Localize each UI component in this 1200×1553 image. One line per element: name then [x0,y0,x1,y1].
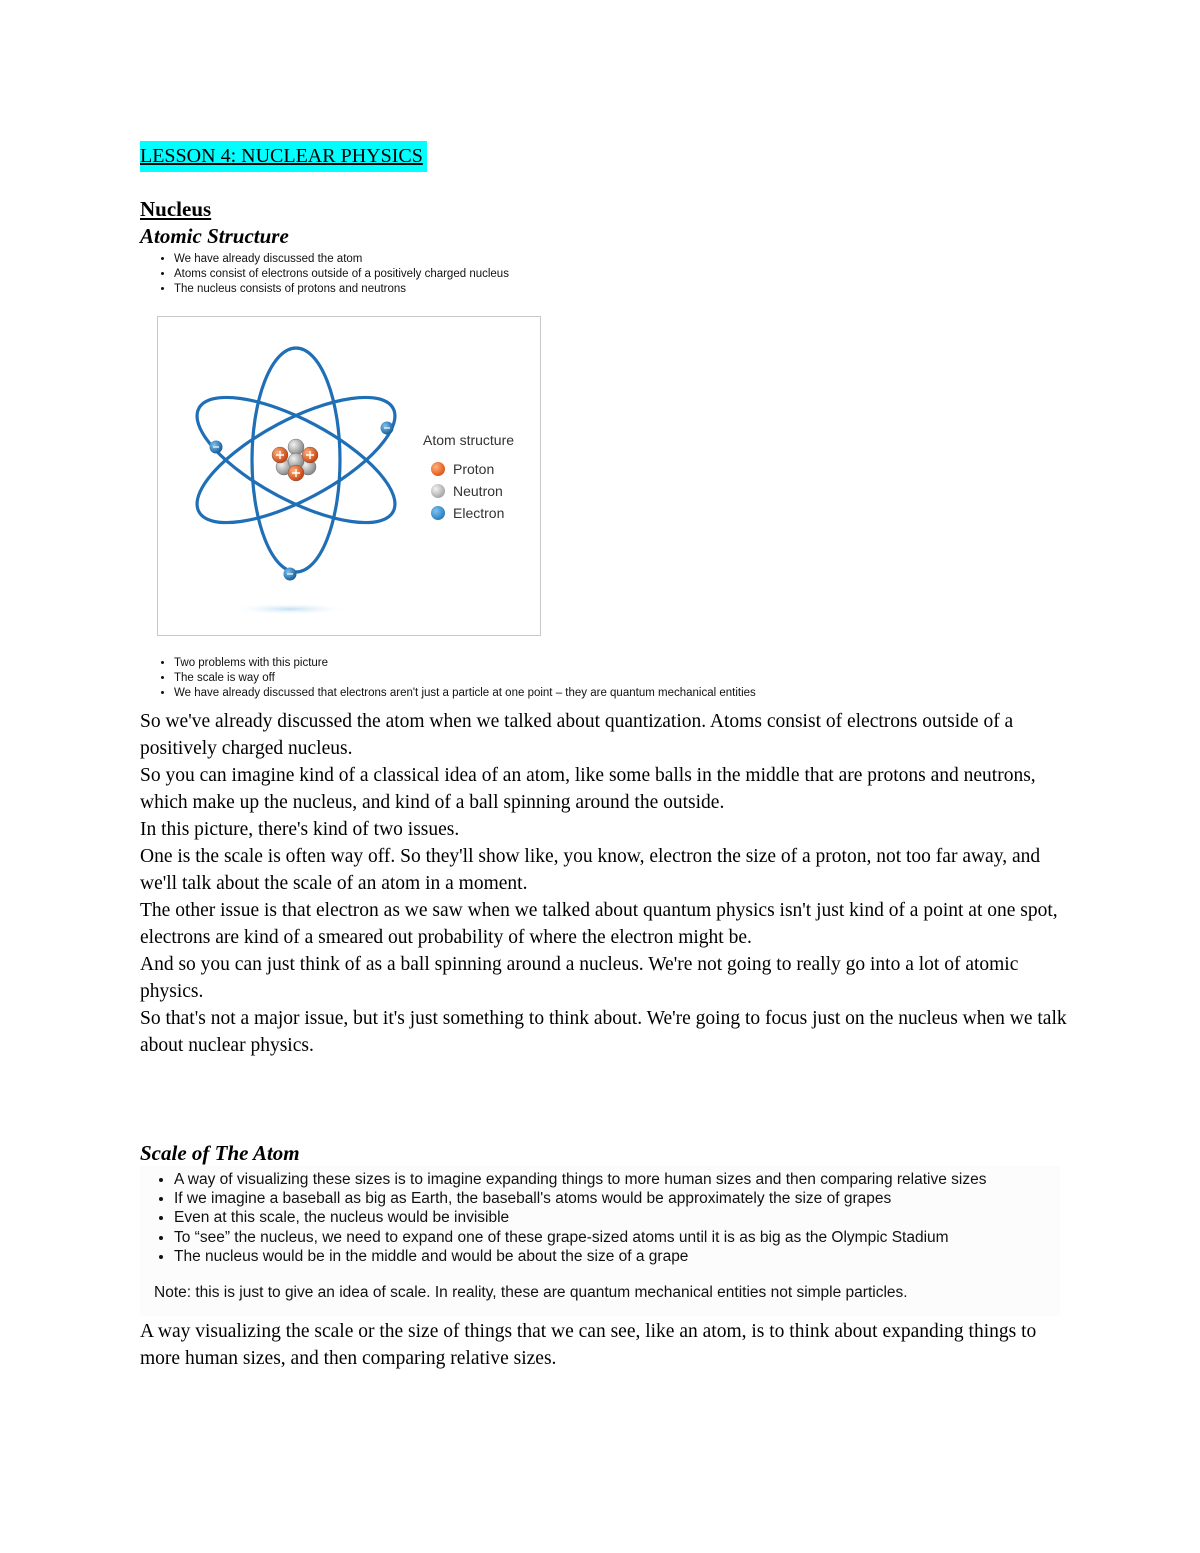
legend-title: Atom structure [423,432,515,448]
list-item: • We have already discussed the atom [174,252,874,267]
electron-icon [431,506,445,520]
list-item: • The nucleus would be in the middle and would be about the size of a grape [174,1247,1074,1266]
list-item: • Atoms consist of electrons outside of a positively charged nucleus [174,267,874,282]
floor-shadow [230,603,350,615]
list-item: • To “see” the nucleus, we need to expand one of these grape-sized atoms until it is as big as the Olympic Stadium [174,1228,1074,1247]
section-heading-nucleus: Nucleus [140,197,212,221]
neutron-icon [431,484,445,498]
nucleus [272,439,318,481]
transcript-block-2 [140,1318,1070,1372]
list-item: • A way of visualizing these sizes is to imagine expanding things to more human sizes and then comparing relative sizes [174,1170,1074,1189]
scale-of-atom-bullets [156,1170,1074,1266]
transcript-block-1 [140,708,1070,1059]
legend-label: Electron [453,505,505,521]
neutron-particle [288,439,304,455]
transcript-paragraph: A way visualizing the scale or the size of things that we can see, like an atom, is to think about expanding things to more human sizes, and then comparing relative sizes. [140,1321,1037,1369]
list-item: • Even at this scale, the nucleus would be invisible [174,1208,1074,1227]
transcript-paragraph: So we've already discussed the atom when we talked about quantization. Atoms consist of electrons outside of a positively charged nucleus. [140,711,1014,759]
list-item: • Two problems with this picture [174,656,874,671]
atomic-structure-bullets-bottom [156,656,874,701]
transcript-paragraph: The other issue is that electron as we saw when we talked about quantum physics isn't just kind of a point at one spot, electrons are kind of a smeared out probability of where the electron might be. [140,900,1058,948]
legend-label: Neutron [453,483,503,499]
scale-note: Note: this is just to give an idea of scale. In reality, these are quantum mechanical entities not simple particles. [154,1284,908,1301]
transcript-paragraph: And so you can just think of as a ball spinning around a nucleus. We're not going to really go into a lot of atomic physics. [140,954,1019,1002]
subheading-atomic-structure: Atomic Structure [140,224,289,248]
atom-structure-figure [157,316,541,636]
transcript-paragraph: So that's not a major issue, but it's just something to think about. We're going to focus just on the nucleus when we talk about nuclear physics. [140,1008,1067,1056]
list-item: • If we imagine a baseball as big as Earth, the baseball's atoms would be approximately the size of grapes [174,1189,1074,1208]
transcript-paragraph: In this picture, there's kind of two issues. [140,819,460,840]
proton-icon [431,462,445,476]
list-item: • The nucleus consists of protons and neutrons [174,282,874,297]
atomic-structure-bullets-top [156,252,874,297]
scale-of-atom-slide [140,1166,1060,1316]
transcript-paragraph: So you can imagine kind of a classical idea of an atom, like some balls in the middle that are protons and neutrons, which make up the nucleus, and kind of a ball spinning around the outside. [140,765,1036,813]
legend-label: Proton [453,461,495,477]
transcript-paragraph: One is the scale is often way off. So they'll show like, you know, electron the size of a proton, not too far away, and we'll talk about the scale of an atom in a moment. [140,846,1041,894]
list-item: • We have already discussed that electrons aren't just a particle at one point – they are quantum mechanical entities [174,686,874,701]
subheading-scale-of-the-atom: Scale of The Atom [140,1141,300,1165]
list-item: • The scale is way off [174,671,874,686]
lesson-title: LESSON 4: NUCLEAR PHYSICS [140,141,427,172]
